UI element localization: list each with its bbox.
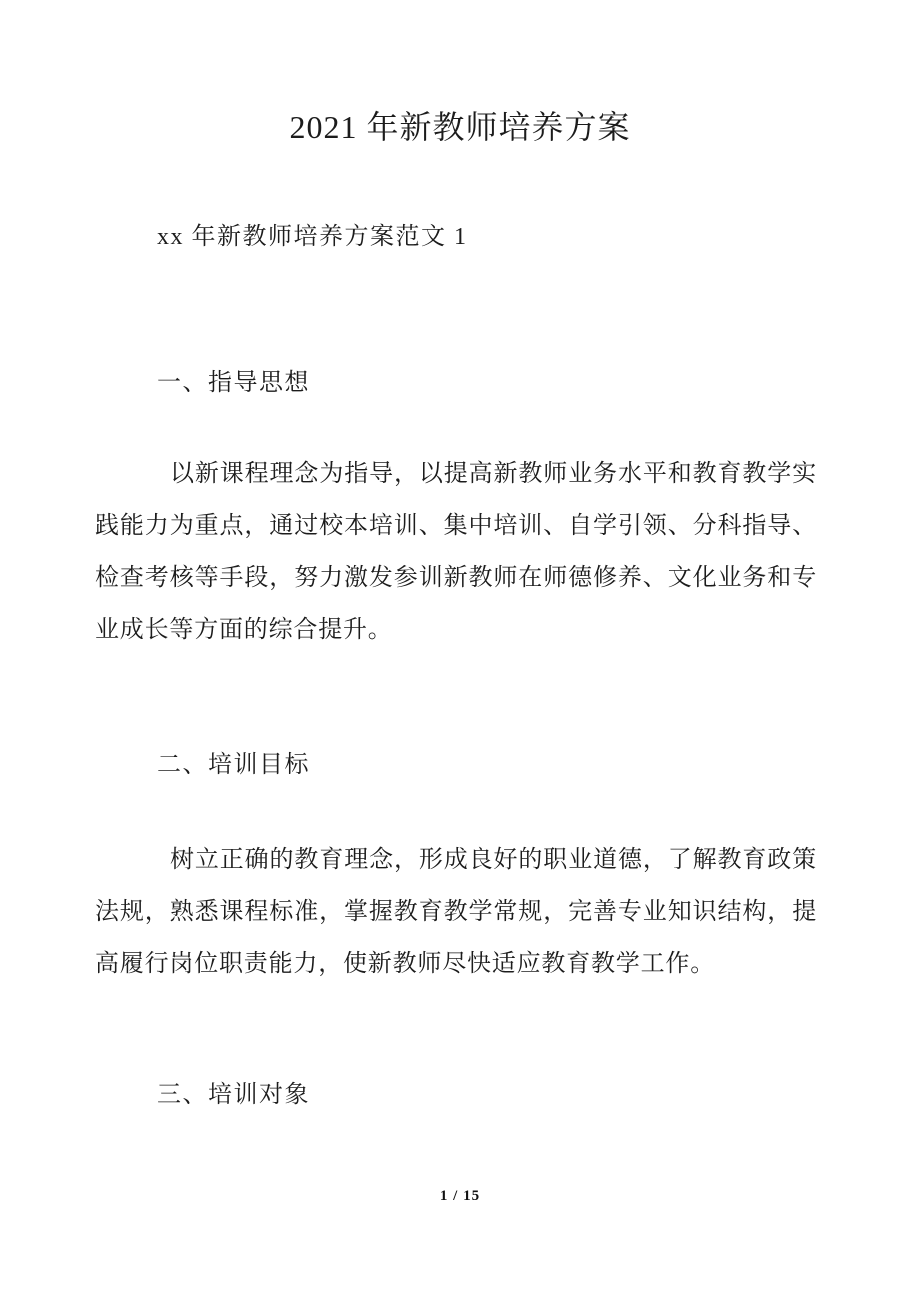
section-heading-1: 一、指导思想 <box>157 370 310 396</box>
section-paragraph-1: 以新课程理念为指导，以提高新教师业务水平和教育教学实践能力为重点，通过校本培训、集中培训、自学引领、分科指导、检查考核等手段，努力激发参训新教师在师德修养、文化业务和专业成长等方面的综合提升。 <box>95 461 817 643</box>
document-subtitle: xx 年新教师培养方案范文 1 <box>157 224 468 250</box>
section-heading-2: 二、培训目标 <box>157 752 310 778</box>
page-number: 1 / 15 <box>439 1188 481 1204</box>
section-heading-3: 三、培训对象 <box>157 1082 310 1108</box>
page-title: 2021 年新教师培养方案 <box>289 109 631 145</box>
section-paragraph-2: 树立正确的教育理念，形成良好的职业道德，了解教育政策法规，熟悉课程标准，掌握教育教学常规，完善专业知识结构，提高履行岗位职责能力，使新教师尽快适应教育教学工作。 <box>95 847 817 977</box>
document-body <box>95 220 817 1112</box>
